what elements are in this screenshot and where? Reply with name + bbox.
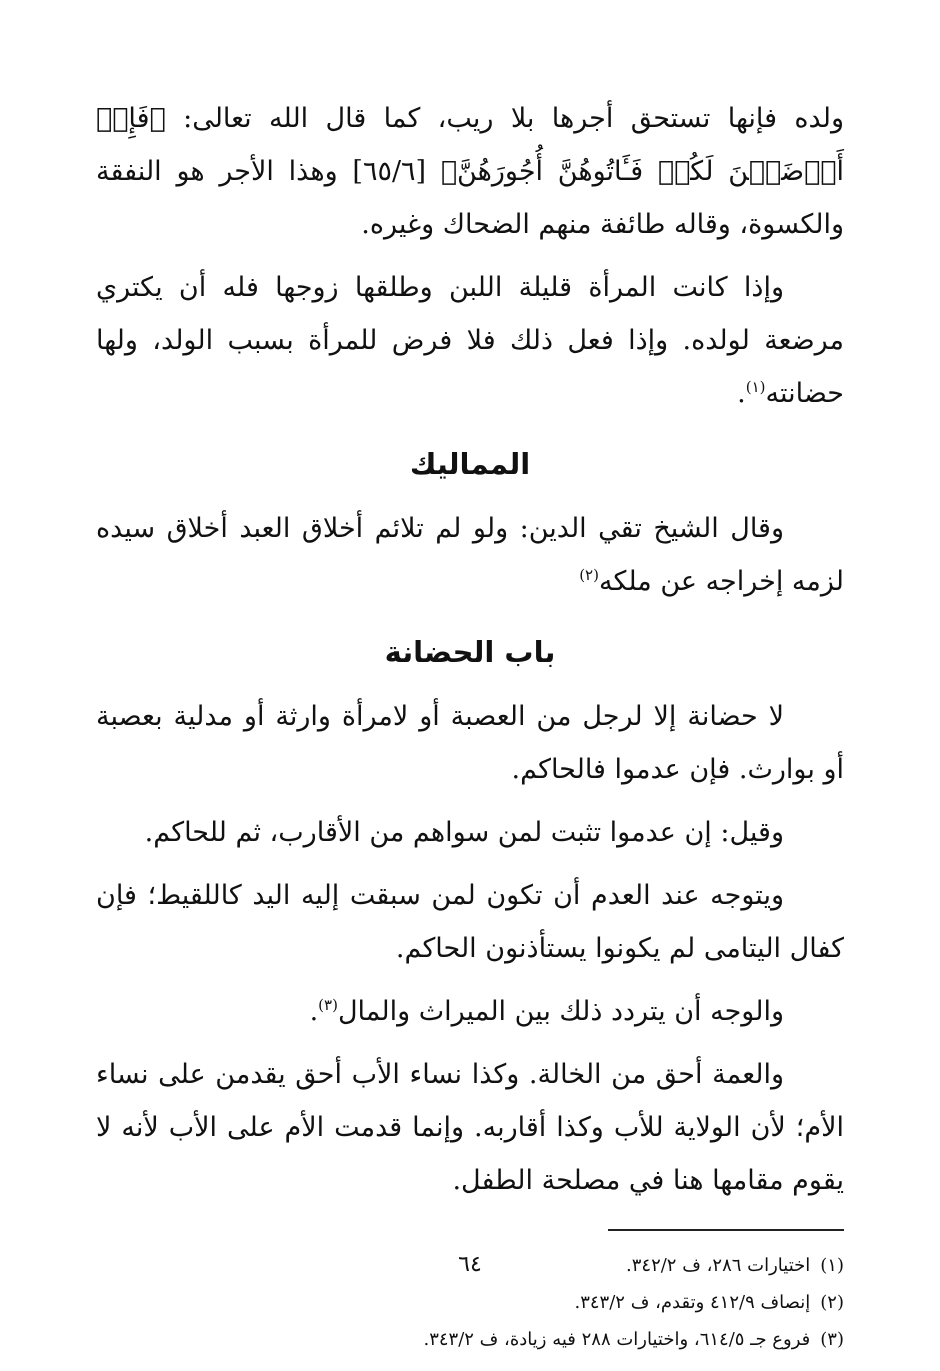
paragraph-wages: ولده فإنها تستحق أجرها بلا ريب، كما قال الله تعالى: ﴿فَإِنۡ أَرۡضَعۡنَ لَكُمۡ فَـَٔاتُوهُنَّ أُجُورَهُنَّ﴾ [٦٥/٦] وهذا الأجر هو النفقة والكسوة، وقاله طائفة منهم الضحاك وغيره. xyxy=(96,103,844,240)
verse-reference: [٦٥/٦] xyxy=(337,156,441,187)
section-heading-hadana: باب الحضانة xyxy=(384,635,556,669)
footnote-divider xyxy=(608,1229,844,1231)
footnote-3: (٣)فروع جـ ٦١٤/٥، واختيارات ٢٨٨ فيه زيادة، ف ٣٤٣/٢. xyxy=(423,1329,844,1350)
section-heading-mamalik: المماليك xyxy=(409,447,531,481)
page-body xyxy=(96,92,844,1358)
paragraph-wet-nurse: وإذا كانت المرأة قليلة اللبن وطلقها زوجها فله أن يكتري مرضعة لولده. وإذا فعل ذلك فلا فرض للمرأة بسبب الولد، ولها حضانته$^{(١)}$. xyxy=(96,272,844,409)
paragraph-custody-saying: وقيل: إن عدموا تثبت لمن سواهم من الأقارب، ثم للحاكم. xyxy=(144,817,784,848)
footnote-ref-1: (١) xyxy=(745,378,766,396)
footnote-ref-3: (٣) xyxy=(318,996,338,1014)
page-number: ٦٤ xyxy=(458,1252,482,1277)
paragraph-custody-rule: لا حضانة إلا لرجل من العصبة أو لامرأة وارثة أو مدلية بعصبة أو بوارث. فإن عدموا فالحاكم. xyxy=(96,701,844,785)
paragraph-aunt-priority: والعمة أحق من الخالة. وكذا نساء الأب أحق يقدمن على نساء الأم؛ لأن الولاية للأب وكذا أقاربه. وإنما قدمت الأم على الأب لأنه لا يقوم مقامها هنا في مصلحة الطفل. xyxy=(96,1059,844,1196)
footnote-1: (١)اختيارات ٢٨٦، ف ٣٤٢/٢. xyxy=(626,1255,844,1276)
paragraph-shaykh-quote: وقال الشيخ تقي الدين: ولو لم تلائم أخلاق العبد أخلاق سيده لزمه إخراجه عن ملكه$^{(٢)}$ xyxy=(96,513,844,597)
footnote-2: (٢)إنصاف ٤١٢/٩ وتقدم، ف ٣٤٣/٢. xyxy=(574,1292,844,1313)
paragraph-custody-inheritance: والوجه أن يتردد ذلك بين الميراث والمال$^{(٣)}$. xyxy=(309,996,784,1027)
footnote-ref-2: (٢) xyxy=(579,566,599,584)
quran-verse: ﴿فَإِنۡ أَرۡضَعۡنَ لَكُمۡ فَـَٔاتُوهُنَّ أُجُورَهُنَّ﴾ xyxy=(96,103,844,187)
paragraph-custody-absence: ويتوجه عند العدم أن تكون لمن سبقت إليه اليد كاللقيط؛ فإن كفال اليتامى لم يكونوا يستأذنون الحاكم. xyxy=(96,880,844,964)
